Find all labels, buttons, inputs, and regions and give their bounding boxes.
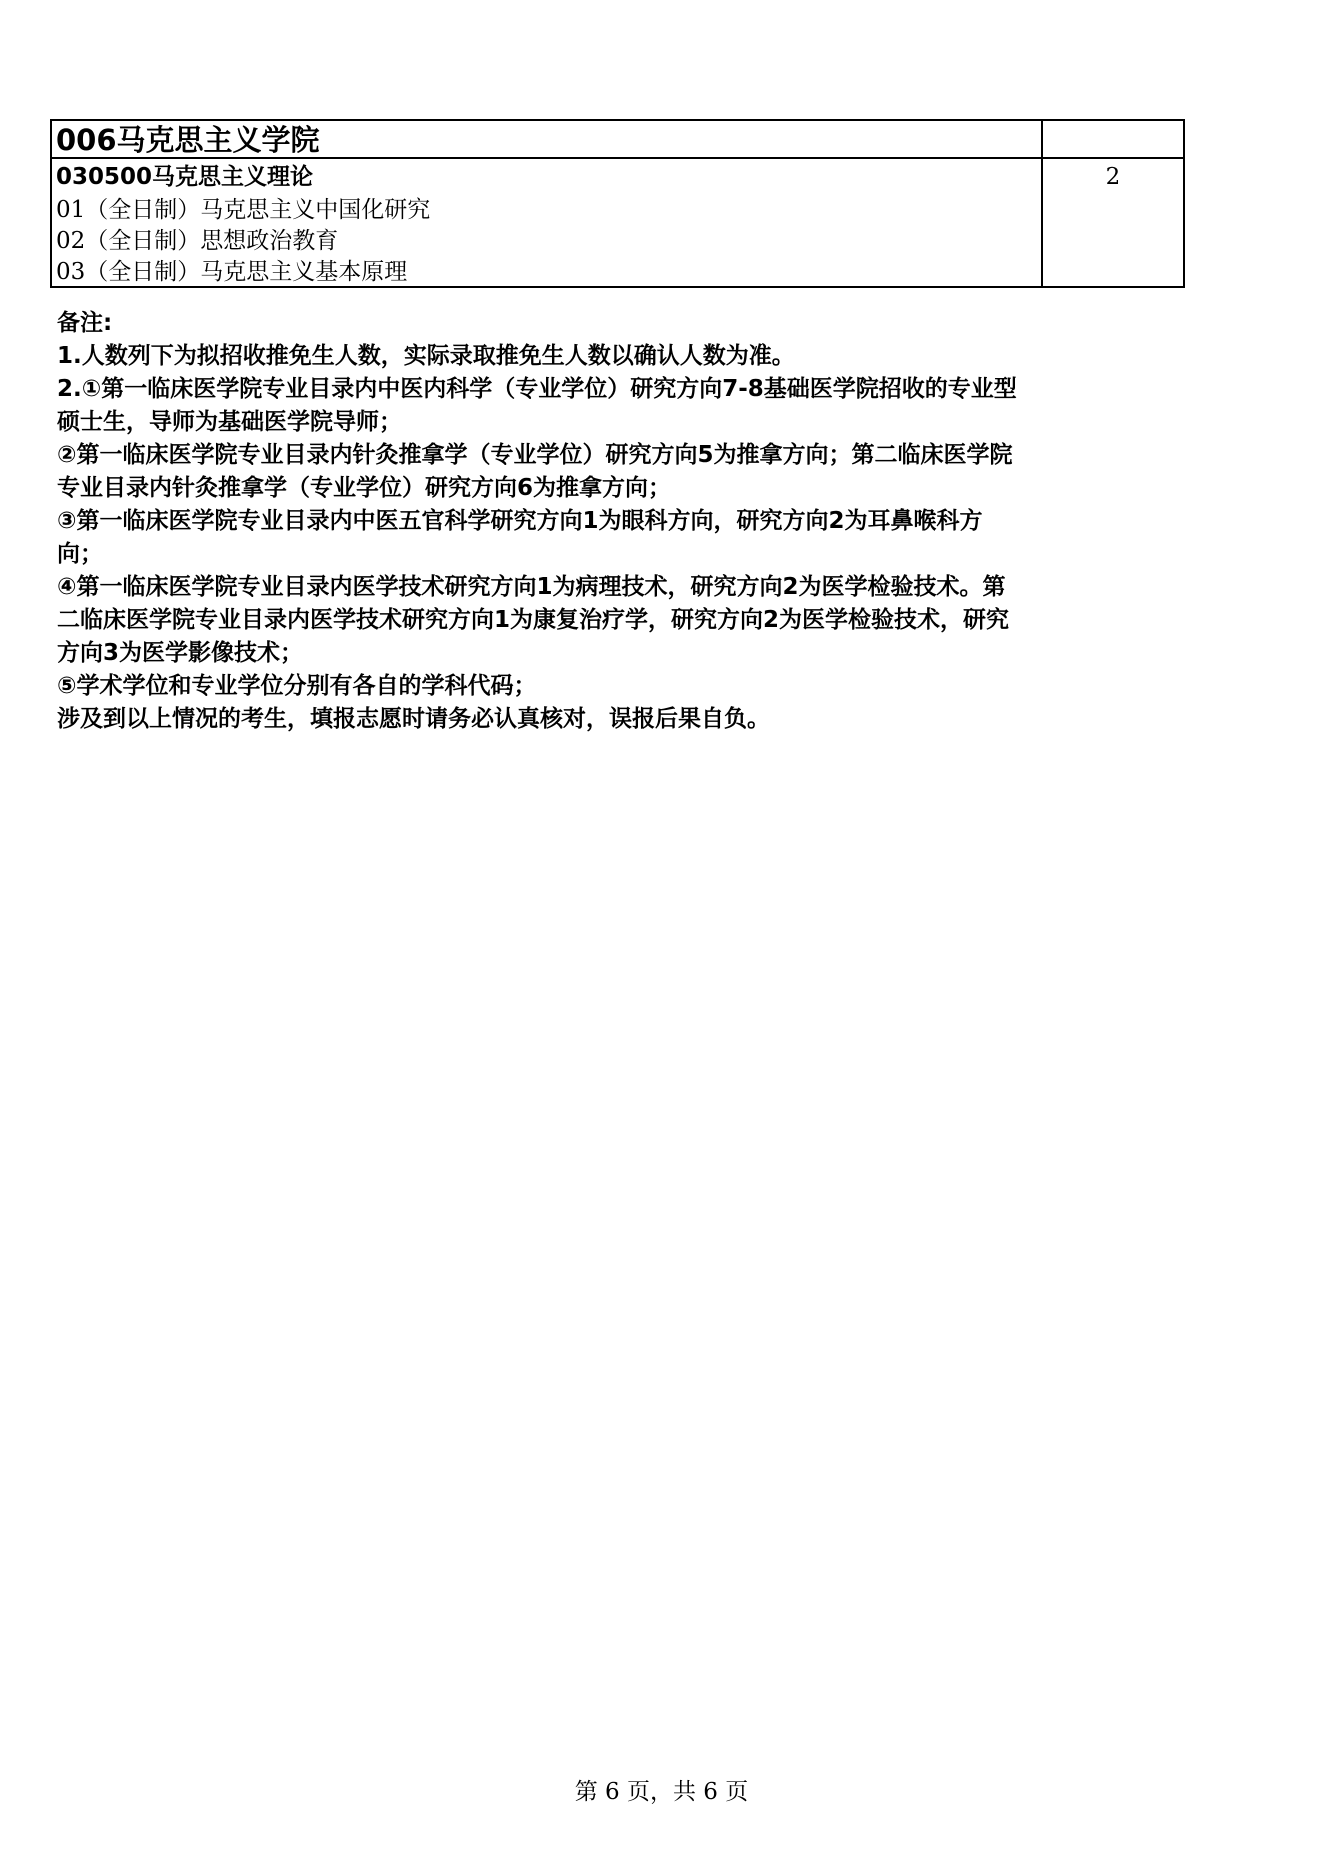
quota-header-cell bbox=[1043, 121, 1183, 157]
note-line: 专业目录内针灸推拿学（专业学位）研究方向6为推拿方向； bbox=[57, 475, 672, 501]
page-number: 第 6 页，共 6 页 bbox=[574, 1779, 749, 1805]
note-line: ③第一临床医学院专业目录内中医五官科学研究方向1为眼科方向，研究方向2为耳鼻喉科方 bbox=[57, 508, 983, 534]
research-direction: 01（全日制）马克思主义中国化研究 bbox=[56, 197, 431, 223]
note-line: 2.①第一临床医学院专业目录内中医内科学（专业学位）研究方向7-8基础医学院招收的专业型 bbox=[57, 376, 1017, 402]
research-direction: 03（全日制）马克思主义基本原理 bbox=[56, 259, 408, 285]
note-line: 二临床医学院专业目录内医学技术研究方向1为康复治疗学，研究方向2为医学检验技术，研究 bbox=[57, 607, 1010, 633]
notes-heading: 备注: bbox=[57, 310, 113, 336]
note-line: ②第一临床医学院专业目录内针灸推拿学（专业学位）研究方向5为推拿方向；第二临床医学院 bbox=[57, 442, 1013, 468]
major-cell bbox=[52, 159, 1043, 286]
major-name: 030500马克思主义理论 bbox=[56, 164, 314, 190]
note-line: 硕士生，导师为基础医学院导师； bbox=[57, 409, 402, 435]
quota-value: 2 bbox=[1105, 164, 1121, 190]
college-name-cell bbox=[52, 121, 1043, 157]
note-line: 方向3为医学影像技术； bbox=[57, 640, 304, 666]
note-line: 1.人数列下为拟招收推免生人数，实际录取推免生人数以确认人数为准。 bbox=[57, 343, 795, 369]
note-line: ⑤学术学位和专业学位分别有各自的学科代码； bbox=[57, 673, 537, 699]
enrollment-table bbox=[50, 119, 1185, 288]
college-name: 006马克思主义学院 bbox=[56, 123, 320, 157]
note-line: ④第一临床医学院专业目录内医学技术研究方向1为病理技术，研究方向2为医学检验技术。第 bbox=[57, 574, 1006, 600]
note-line: 涉及到以上情况的考生，填报志愿时请务必认真核对，误报后果自负。 bbox=[57, 706, 770, 732]
notes-section bbox=[57, 307, 1182, 736]
college-header-row bbox=[52, 121, 1183, 159]
major-row bbox=[52, 159, 1183, 286]
quota-cell bbox=[1043, 159, 1183, 286]
research-direction: 02（全日制）思想政治教育 bbox=[56, 228, 339, 254]
note-line: 向； bbox=[57, 541, 103, 567]
